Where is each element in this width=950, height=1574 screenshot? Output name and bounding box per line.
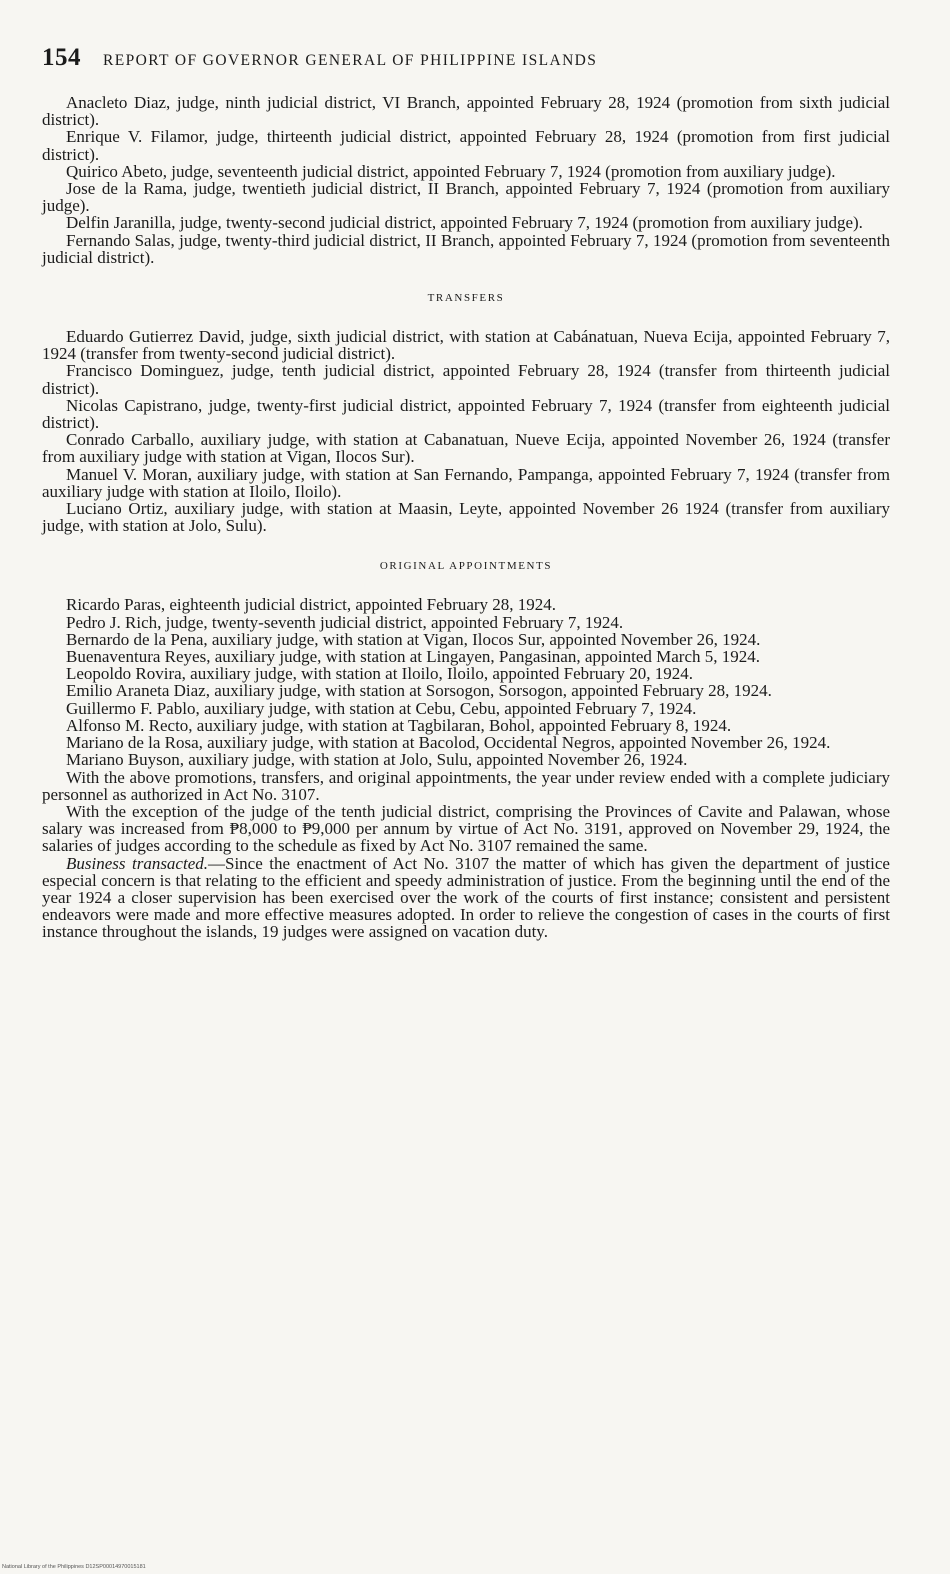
promotion-entry: Jose de la Rama, judge, twentieth judicial district, II Branch, appointed February 7, 1924 (promotion from auxiliary judge).	[42, 179, 890, 216]
business-text: —Since the enactment of Act No. 3107 the matter of which has given the department of justice especial concern is that relating to the efficient and speedy administration of justice. From the beginning until the end of the year 1924 a closer supervision has been exercised over the work of the courts of first instance; consistent and persistent endeavors were made and more effective measures adopted. In order to relieve the congestion of cases in the courts of first instance throughout the islands, 19 judges were assigned on vacation duty.	[42, 853, 890, 942]
appointment-entry: Ricardo Paras, eighteenth judicial district, appointed February 28, 1924.	[66, 595, 557, 615]
running-head-title: REPORT OF GOVERNOR GENERAL OF PHILIPPINE ISLANDS	[103, 52, 598, 69]
transfer-entry: Conrado Carballo, auxiliary judge, with station at Cabanatuan, Nueve Ecija, appointed November 26, 1924 (transfer from auxiliary judge with station at Vigan, Ilocos Sur).	[42, 430, 890, 467]
transfer-entry: Francisco Dominguez, judge, tenth judicial district, appointed February 28, 1924 (transfer from thirteenth judicial district).	[42, 361, 890, 398]
original-appointments-heading: ORIGINAL APPOINTMENTS	[379, 560, 553, 573]
appointment-entry: Mariano Buyson, auxiliary judge, with station at Jolo, Sulu, appointed November 26, 1924.	[66, 750, 688, 770]
promotion-entry: Fernando Salas, judge, twenty-third judicial district, II Branch, appointed February 7, 1924 (promotion from seventeenth judicial district).	[42, 230, 890, 267]
promotion-entry: Quirico Abeto, judge, seventeenth judicial district, appointed February 7, 1924 (promotion from auxiliary judge).	[66, 161, 836, 181]
appointment-entry: Leopoldo Rovira, auxiliary judge, with station at Iloilo, Iloilo, appointed February 20, 1924.	[66, 664, 693, 684]
transfer-entry: Manuel V. Moran, auxiliary judge, with station at San Fernando, Pampanga, appointed February 7, 1924 (transfer from auxiliary judge with station at Iloilo, Iloilo).	[42, 464, 890, 501]
appointment-entry: Guillermo F. Pablo, auxiliary judge, with station at Cebu, Cebu, appointed February 7, 1924.	[66, 698, 697, 718]
appointment-entry: Buenaventura Reyes, auxiliary judge, with station at Lingayen, Pangasinan, appointed March 5, 1924.	[66, 647, 760, 667]
business-paragraph	[42, 855, 890, 941]
page-number: 154	[42, 44, 81, 71]
promotion-entry: Anacleto Diaz, judge, ninth judicial district, VI Branch, appointed February 28, 1924 (promotion from sixth judicial district).	[42, 93, 890, 130]
appointment-entry: Emilio Araneta Diaz, auxiliary judge, with station at Sorsogon, Sorsogon, appointed February 28, 1924.	[66, 681, 772, 701]
transfers-heading: TRANSFERS	[427, 292, 505, 305]
promotions-section	[42, 94, 890, 266]
document-page	[42, 44, 890, 941]
transfer-entry: Luciano Ortiz, auxiliary judge, with station at Maasin, Leyte, appointed November 26 1924 (transfer from auxiliary judge, with station at Jolo, Sulu).	[42, 499, 890, 536]
promotion-entry: Enrique V. Filamor, judge, thirteenth judicial district, appointed February 28, 1924 (promotion from first judicial district).	[42, 127, 890, 164]
business-label: Business transacted.	[66, 853, 208, 873]
transfers-section	[42, 328, 890, 534]
appointment-entry: Mariano de la Rosa, auxiliary judge, with station at Bacolod, Occidental Negros, appointed November 26, 1924.	[66, 733, 831, 753]
appointment-entry: Alfonso M. Recto, auxiliary judge, with station at Tagbilaran, Bohol, appointed February 8, 1924.	[66, 715, 732, 735]
running-head	[42, 44, 890, 72]
closing-paragraph: With the above promotions, transfers, and original appointments, the year under review ended with a complete judiciary personnel as authorized in Act No. 3107.	[42, 767, 890, 804]
appointment-entry: Bernardo de la Pena, auxiliary judge, with station at Vigan, Ilocos Sur, appointed November 26, 1924.	[66, 629, 761, 649]
archive-footer: National Library of the Philippines D12SP00014970015181	[2, 1564, 146, 1570]
transfer-entry: Eduardo Gutierrez David, judge, sixth judicial district, with station at Cabánatuan, Nueva Ecija, appointed February 7, 1924 (transfer from twenty-second judicial district).	[42, 327, 890, 364]
appointment-entry: Pedro J. Rich, judge, twenty-seventh judicial district, appointed February 7, 1924.	[66, 612, 624, 632]
closing-paragraph: With the exception of the judge of the tenth judicial district, comprising the Provinces of Cavite and Palawan, whose salary was increased from ₱8,000 to ₱9,000 per annum by virtue of Act No. 3191, approved on November 29, 1924, the salaries of judges according to the schedule as fixed by Act No. 3107 remained the same.	[42, 801, 890, 856]
original-appointments-section	[42, 596, 890, 768]
closing-section	[42, 769, 890, 941]
promotion-entry: Delfin Jaranilla, judge, twenty-second judicial district, appointed February 7, 1924 (promotion from auxiliary judge).	[66, 213, 863, 233]
transfer-entry: Nicolas Capistrano, judge, twenty-first judicial district, appointed February 7, 1924 (transfer from eighteenth judicial district).	[42, 395, 890, 433]
